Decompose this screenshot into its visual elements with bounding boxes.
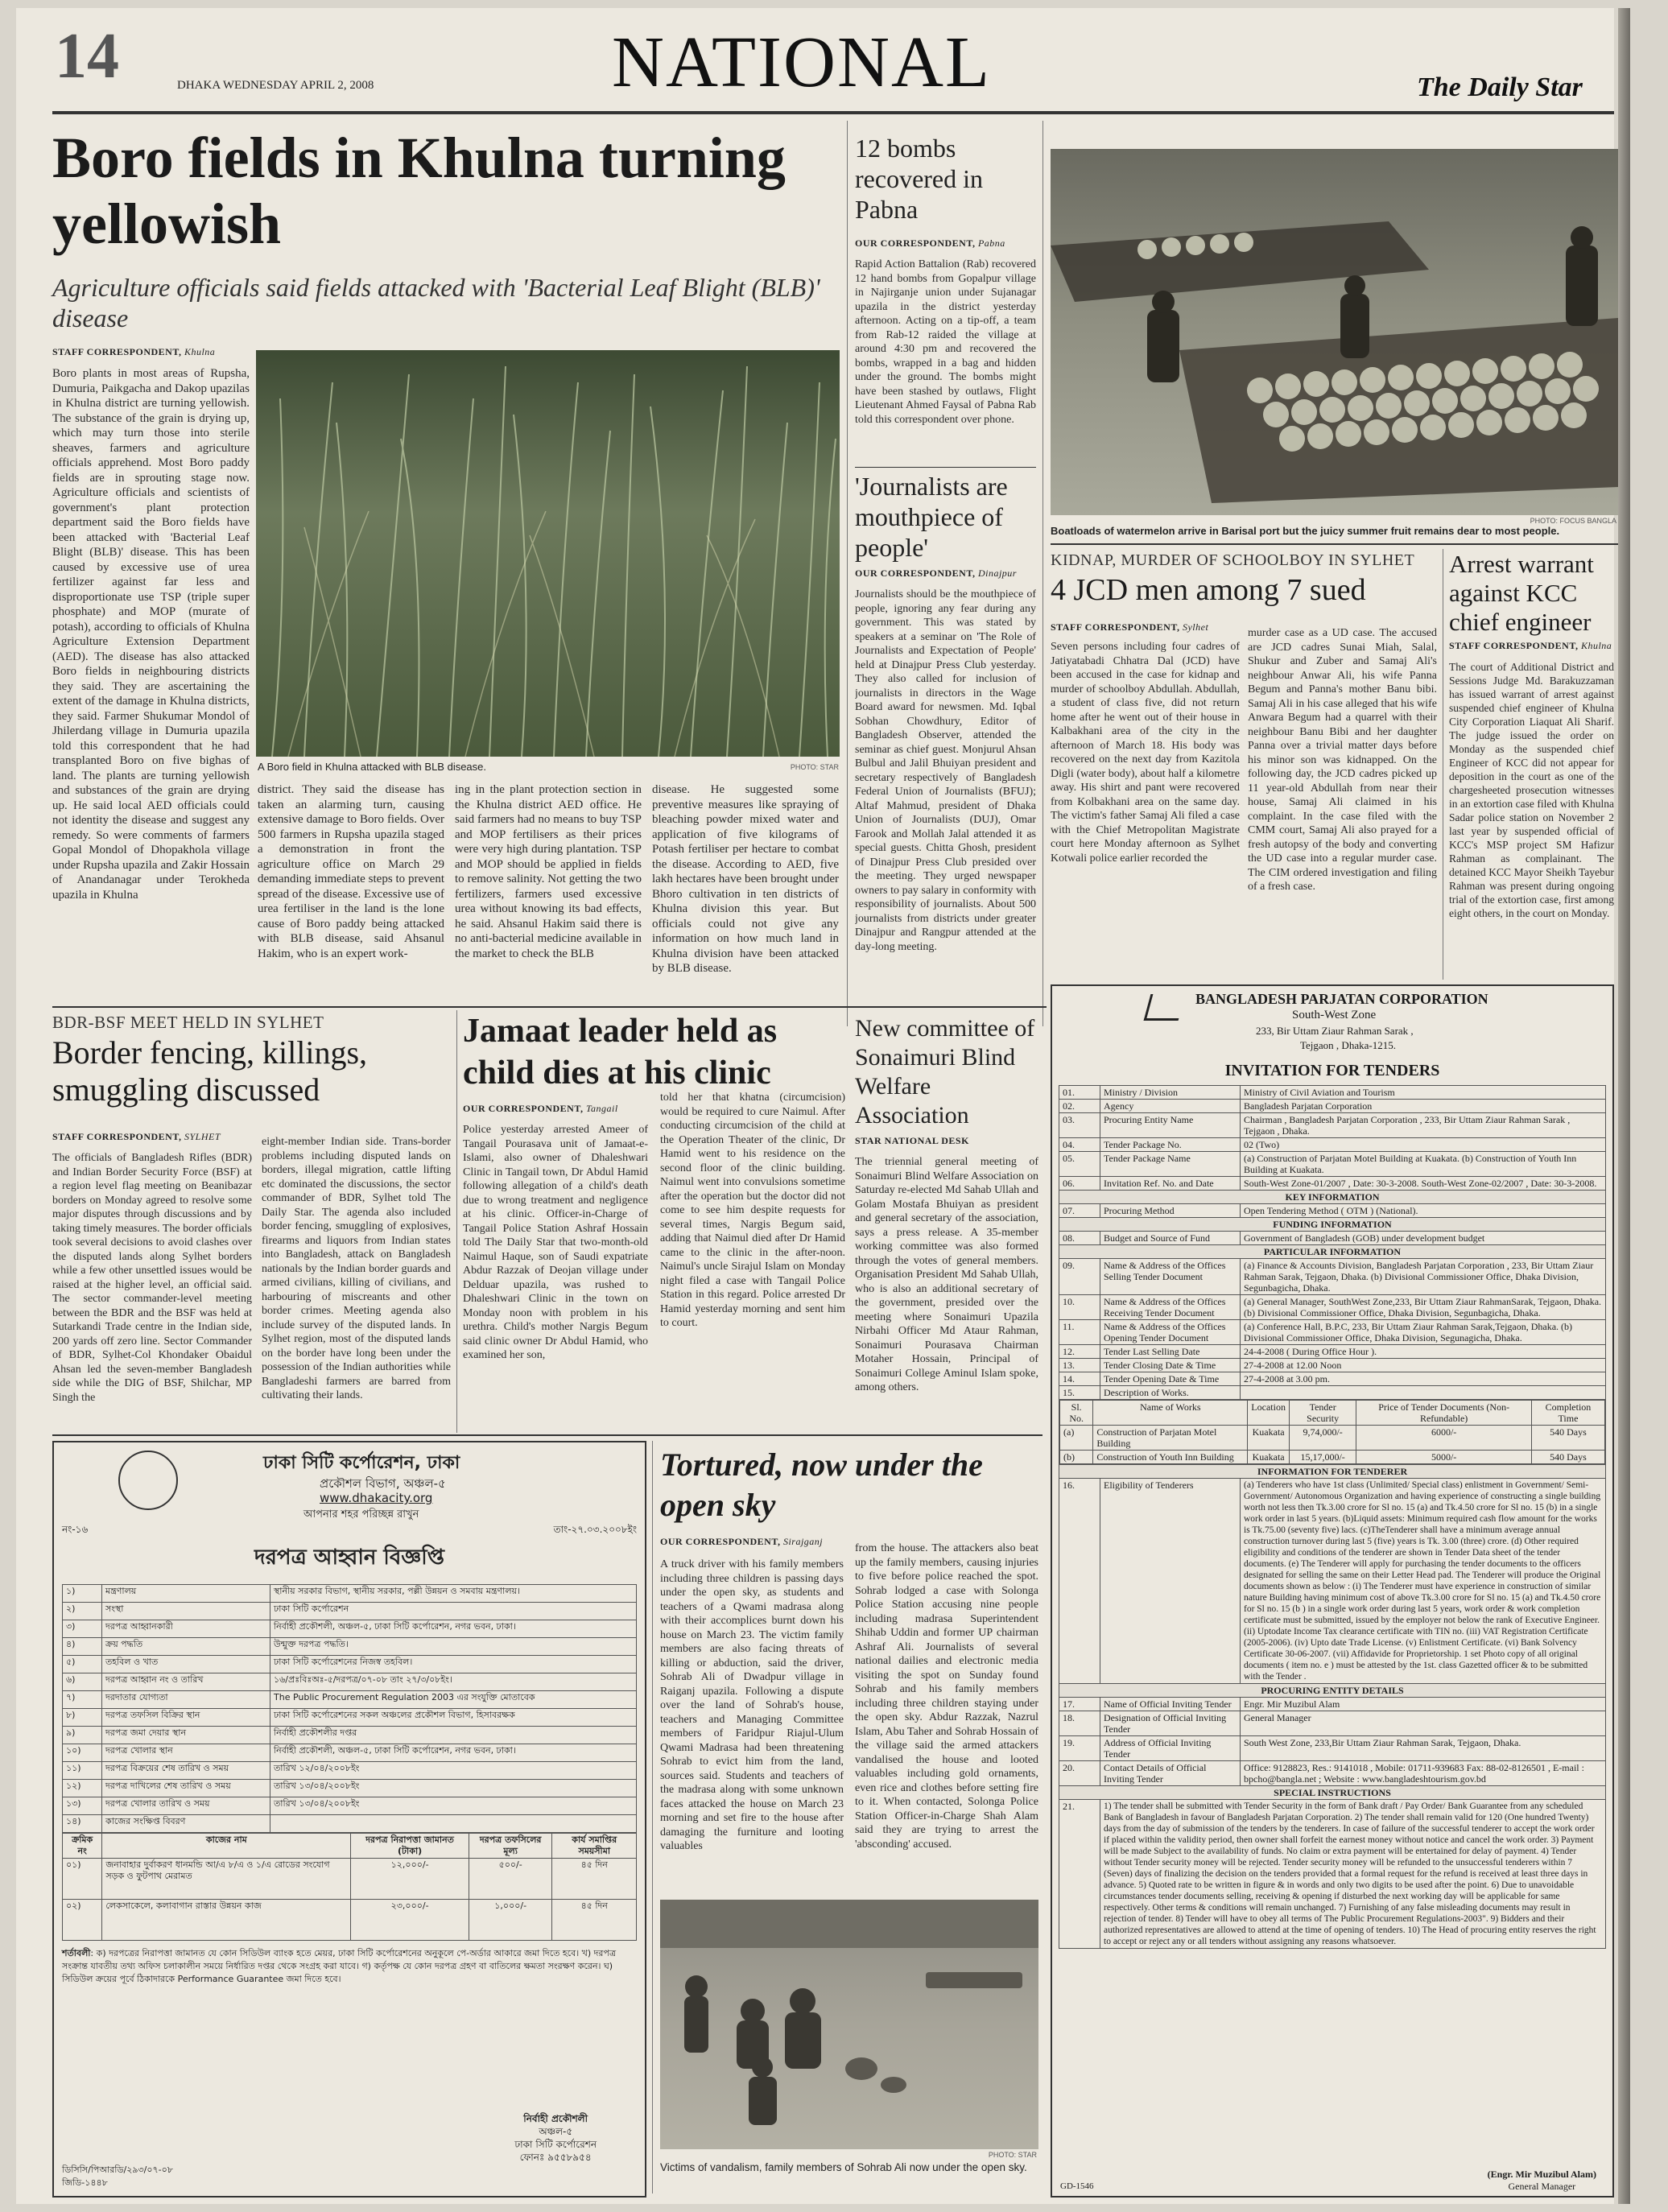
parjatan-cell: Address of Official Inviting Tender <box>1100 1736 1241 1761</box>
dcc-website: www.dhakacity.org <box>320 1491 433 1505</box>
dcc-works-cell: ০২) <box>63 1900 102 1941</box>
parjatan-row <box>1059 1345 1606 1359</box>
dcc-dept: প্রকৌশল বিভাগ, অঞ্চল-৫ <box>320 1476 446 1491</box>
dcc-slogan: আপনার শহর পরিচ্ছন্ন রাখুন <box>303 1508 419 1521</box>
bombs-byline: OUR CORRESPONDENT, Pabna <box>855 237 1005 249</box>
dcc-info-cell: ৮) <box>63 1709 102 1727</box>
tortured-headline: Tortured, now under the open sky <box>660 1446 983 1523</box>
dcc-info-cell: স্থানীয় সরকার বিভাগ, স্থানীয় সরকার, পল্লী উন্নয়ন ও সমবায় মন্ত্রণালয়। <box>270 1585 637 1603</box>
section-title: NATIONAL <box>612 23 991 102</box>
parjatan-cell: Bangladesh Parjatan Corporation <box>1241 1100 1606 1113</box>
kidnap-byline: STAFF CORRESPONDENT, Sylhet <box>1051 621 1209 633</box>
parjatan-row <box>1059 1761 1606 1786</box>
sonaimuri-headline: New committee of Sonaimuri Blind Welfare Association <box>855 1015 1035 1129</box>
dcc-info-cell: ৫) <box>63 1656 102 1673</box>
parjatan-cell: Name & Address of the Offices Receiving Tender Document <box>1100 1295 1241 1320</box>
kcc-text: The court of Additional District and Sessions Judge Md. Barakuzzaman has issued warrant of arrest against suspended chief engineer of Khulna City Corporation Liaquat Ali Sharif. The judge issued the order on Monday as the suspended chief Engineer of KCC did not appear for deposition in the court as one of the chargesheeted prosecution witnesses in an extortion case filed with Khulna Sadar police station on November 2 last year by suspended official of KCC's MSP project SM Hafizur Rahman as complainant. The detained KCC Mayor Sheikh Tayebur Rahman was present during ongoing trial of the extortion case, first among eight others, in the court on Monday. <box>1449 661 1614 919</box>
parjatan-cell: 20. <box>1059 1761 1100 1786</box>
boro-col1: Boro plants in most areas of Rupsha, Dumuria, Paikgacha and Dakop upazilas in Khulna district are turning yellowish. The substance of the grain is drying up, which may turn those into sterile sheaves, farmers and agriculture officials apprehend. Most Boro paddy fields are in sprouting stage now. Agriculture officials and scientists of government's plant protection department said the Boro fields have been attacked with 'Bacterial Leaf Blight (BLB)' disease. This has been caused by excessive use of urea fertilizer against far less and disproportionate use TSP (triple super phosphate) and MOP (murate of potash), according to officials of Khulna Agriculture Extension Department (AED). The disease has also attacked Boro fields in neighbouring districts they said. They are ascertaining the extent of the damage in Khulna districts, they said. Farmer Shukumar Mondol of Jhilerdang village in Dumuria upazila told this correspondent that he had transplanted Boro on five bighas of land. The plants are turning yellowish and substances of the grain are drying up. He said local AED officials could not identity the disease and suggest any remedy. So were comments of farmers Gopal Mondol of Dhopakhola village under Rupsha upazila and Zakir Hossain of Anandanagar under Terokheda upazila in Khulna <box>52 367 250 902</box>
boro-byline: STAFF CORRESPONDENT, Khulna <box>52 346 216 357</box>
dcc-info-cell: ১০) <box>63 1744 102 1762</box>
dcc-info-row <box>63 1620 637 1638</box>
journalists-headline: 'Journalists are mouthpiece of people' <box>855 472 1008 562</box>
dcc-info-row <box>63 1673 637 1691</box>
parjatan-cell: 27-4-2008 at 3.00 pm. <box>1241 1372 1606 1386</box>
boro-col3: ing in the plant protection section in the Khulna district AED office. He said farmers had no means to buy TSP and MOP fertilisers as their prices were very high during plantation. TSP and MOP should be applied in fields to remove salinity. Not getting the two fertilizers, farmers used excessive urea without knowing its bad effects, he said. Ahsanul Hakim said there is no anti-bacterial medicine available in the market to check the BLB <box>455 783 642 960</box>
dcc-works-row <box>63 1859 637 1900</box>
parjatan-cell: 09. <box>1059 1259 1100 1295</box>
dcc-works-cell: ৪৫ দিন <box>552 1900 637 1941</box>
parjatan-row <box>1059 1177 1606 1191</box>
dcc-works-cell: ৪৫ দিন <box>552 1859 637 1900</box>
parjatan-cell: 27-4-2008 at 12.00 Noon <box>1241 1359 1606 1372</box>
parjatan-cell: 06. <box>1059 1177 1100 1191</box>
parjatan-works-header-cell: Price of Tender Documents (Non-Refundable) <box>1356 1401 1532 1426</box>
dcc-info-cell: ১২) <box>63 1780 102 1797</box>
newspaper-page <box>16 8 1614 2204</box>
dcc-info-cell: তারিখ ১৩/০৪/২০০৮ইং <box>270 1780 637 1797</box>
dcc-info-cell: তহবিল ও খাত <box>102 1656 270 1673</box>
dateline: DHAKA WEDNESDAY APRIL 2, 2008 <box>177 79 374 92</box>
kidnap-col1: Seven persons including four cadres of Jatiyatabadi Chhatra Dal (JCD) have been accused in the case for kidnap and murder of schoolboy Abdullah. Abdullah, a student of class five, did not return home after he went out of their house in Kalbakhani area of the city in the afternoon of March 18. His body was recovered on the next day from Kazitola Digli (water body), about half a kilometre away. His shirt and pant were recovered from Kolbakhani area on the same day. The victim's father Samaj Ali filed a case with the Chief Metropolitan Magistrate court here Monday afternoon as Sylhet Kotwali police earlier recorded the <box>1051 641 1240 865</box>
parjatan-cell: General Manager <box>1241 1711 1606 1736</box>
rice-field-image <box>256 350 840 757</box>
dcc-tender-ad <box>52 1441 646 2198</box>
dcc-info-cell: নির্বাহী প্রকৌশলীর দপ্তর <box>270 1727 637 1744</box>
bdr-headline: Border fencing, killings, smuggling discussed <box>52 1034 368 1108</box>
parjatan-gd-code: GD-1546 <box>1060 2181 1094 2191</box>
boro-col2: district. They said the disease has taken an alarming turn, causing extensive damage to Boro fields. Over 500 farmers in Rupsha upazila staged a demonstration in front the agriculture office on March 29 demanding immediate steps to prevent spread of the disease. Excessive use of urea fertiliser in the land is the lone cause of Boro paddy being attacked with BLB disease, said Ahsanul Hakim, who is an expert work- <box>258 783 444 960</box>
dcc-info-cell: ১৬/প্রঃবিঃঅঃ-৫/দরপত্র/০৭-০৮ তাং ২৭/৩/০৮ইং। <box>270 1673 637 1691</box>
family-image <box>660 1900 1038 2149</box>
parjatan-cell: 1) The tender shall be submitted with Tender Security in the form of Bank draft / Pay Order/ Bank Guarantee from any scheduled Bank of Bangladesh in favour of Bangladesh Parjatan Corporation. 2) The tender shall remain valid for 120 (One hundred Twenty) days from the day of submission of the tenders by the tenderers. In case of failure of the successful tenderer to accept the work order if placed within the validity period, then owner shall forfeit the earnest money without notice and cancel the work order. 3) Payment will be made Subject to the availability of funds. No claim or extra payment will be entertained for delay of payment. 4) Tender without Tender security money will be rejected. Tender security money will be refunded to the unsuccessful tenderers within 7 (Seven) days of finalizing the decision on the tenders provided that a formal request for the refund is received at least three days in advance. 5) Quoted rate to be written in figure & in words and only two digits to be used after the point. 6) Due to unavoidable circumstances tender documents selling, receiving & opening if disturbed the next working day will be applicable for same respectively. Other terms & conditions will remain unchanged. 7) Furnishing of any false misleading documents may result in rejection of tender. 8) Tender will have to obey all terms of The Public Procurement Regulations-2003". 9) Bidders and their authorized representatives are allowed to attend at the time of opening of tenders. 10) The Head of procuring entity reserves the right to accept or reject any or all tenders without assigning any reasons whatsoever. <box>1100 1800 1606 1949</box>
parjatan-row <box>1059 1295 1606 1320</box>
parjatan-section-header: SPECIAL INSTRUCTIONS <box>1059 1786 1606 1800</box>
watermelon-caption: Boatloads of watermelon arrive in Barisal port but the juicy summer fruit remains dear to most people. <box>1051 525 1560 537</box>
dcc-info-cell: ৯) <box>63 1727 102 1744</box>
dcc-title: দরপত্র আহ্বান বিজ্ঞপ্তি <box>254 1546 445 1570</box>
parjatan-cell: Designation of Official Inviting Tender <box>1100 1711 1241 1736</box>
parjatan-cell: Tender Opening Date & Time <box>1100 1372 1241 1386</box>
parjatan-title: INVITATION FOR TENDERS <box>1224 1062 1440 1079</box>
parjatan-cell: Open Tendering Method ( OTM ) (National). <box>1241 1204 1606 1218</box>
dcc-info-cell: ৬) <box>63 1673 102 1691</box>
dcc-terms: শর্তাবলী: ক) দরপত্রের নিরাপত্তা জামানত যে কোন সিডিউল ব্যাংক হতে মেয়র, ঢাকা সিটি কর্পোরেশনের অনুকূলে পে-অর্ডার আকারে জমা দিতে হবে। খ) দরপত্র সংক্রান্ত যাবতীয় তথ্য অফিস চলাকালীন সময়ে নির্ধারিত দপ্তর থেকে সংগ্রহ করা যাবে। গ) কর্তৃপক্ষ যে কোন দরপত্র গ্রহণ বা বাতিলের ক্ষমতা সংরক্ষণ করেন। ঘ) সিডিউল ক্রয়ের পূর্বে ঠিকাদারকে Performance Guarantee জমা দিতে হবে। <box>62 1948 617 1984</box>
parjatan-cell: Government of Bangladesh (GOB) under development budget <box>1241 1232 1606 1245</box>
dcc-works-cell: ৫০০/- <box>469 1859 552 1900</box>
parjatan-address2: Tejgaon , Dhaka-1215. <box>1300 1039 1396 1051</box>
dcc-info-cell: নির্বাহী প্রকৌশলী, অঞ্চল-৫, ঢাকা সিটি কর্পোরেশন, নগর ভবন, ঢাকা। <box>270 1620 637 1638</box>
parjatan-works-cell: Construction of Youth Inn Building <box>1093 1451 1248 1464</box>
sonaimuri-text: The triennial general meeting of Sonaimuri Blind Welfare Association on Saturday re-elected Md Sahab Ullah and Golam Mostafa Bhuiyan as president and general secretary of the association, says a press release. A 35-member working committee was also formed through the votes of general members. Organisation President Md Sahab Ullah, who is also an additional secretary of the government, presided over the meeting where Sonaimuri Upazila Nirbahi Officer Md Ataur Rahman, Sonaimuri Pourasava Chairman Motaher Hossain, Principal of Sonaimuri College Aminul Islam spoke, among others. <box>855 1156 1038 1393</box>
parjatan-cell: 16. <box>1059 1479 1100 1684</box>
parjatan-works-cell: 6000/- <box>1356 1426 1532 1451</box>
jamaat-byline: OUR CORRESPONDENT, Tangail <box>463 1103 618 1114</box>
dcc-info-cell: দরপত্র তফসিল বিক্রির স্থান <box>102 1709 270 1727</box>
parjatan-tender-ad <box>1051 984 1614 2198</box>
dcc-info-cell: ঢাকা সিটি কর্পোরেশনের সকল অঞ্চলের প্রকৌশল বিভাগ, হিসাবরক্ষক <box>270 1709 637 1727</box>
parjatan-cell: Procuring Method <box>1100 1204 1241 1218</box>
dcc-info-cell: ৭) <box>63 1691 102 1709</box>
parjatan-works-cell: (a) <box>1060 1426 1093 1451</box>
parjatan-cell: Name & Address of the Offices Opening Tender Document <box>1100 1320 1241 1345</box>
dcc-info-row <box>63 1656 637 1673</box>
dcc-info-cell: The Public Procurement Regulation 2003 এর সংযুক্তি মোতাবেক <box>270 1691 637 1709</box>
tortured-byline: OUR CORRESPONDENT, Sirajganj <box>660 1536 824 1547</box>
parjatan-cell: Name & Address of the Offices Selling Tender Document <box>1100 1259 1241 1295</box>
parjatan-works-header-cell: Location <box>1248 1401 1290 1426</box>
parjatan-row <box>1059 1359 1606 1372</box>
parjatan-cell <box>1241 1386 1606 1400</box>
dcc-org: ঢাকা সিটি কর্পোরেশন, ঢাকা <box>263 1453 460 1473</box>
parjatan-cell: 07. <box>1059 1204 1100 1218</box>
parjatan-org: BANGLADESH PARJATAN CORPORATION <box>1195 991 1488 1007</box>
journalists-byline: OUR CORRESPONDENT, Dinajpur <box>855 567 1017 579</box>
parjatan-cell: 05. <box>1059 1152 1100 1177</box>
parjatan-cell: South West Zone, 233,Bir Uttam Ziaur Rahman Sarak, Tejgaon, Dhaka. <box>1241 1736 1606 1761</box>
dcc-info-row <box>63 1815 637 1833</box>
journalists-text: Journalists should be the mouthpiece of people, ignoring any fear during any government. This was stated by speakers at a seminar on 'The Role of Journalists and Expectation of People' held at Dinajpur Press Club yesterday. They also called for inclusion of journalists in directors in the Wage Board award for newsmen. Md. Iqbal Sobhan Chowdhury, Editor of Bangladesh Observer, attended the seminar as chief guest. Monjurul Ahsan Bulbul and Jalil Bhuiyan president and secretary respectively of Bangladesh Federal Union of Journalists (BFUJ); Altaf Mahmud, president of Dhaka Union of Journalists (DUJ), Omar Farook and Mollah Jalal attended it as special guests. Chitta Ghosh, president of Dinajpur Press Club presided over the meeting. They urged newspaper owners to pay salary in conformity with responsibility of journalists. About 500 journalists from districts under greater Dinajpur and Rangpur attended at the day-long meeting. <box>855 588 1036 953</box>
dcc-info-cell: ৪) <box>63 1638 102 1656</box>
parjatan-cell: Tender Closing Date & Time <box>1100 1359 1241 1372</box>
page-edge <box>1618 8 1630 2204</box>
dcc-signature: নির্বাহী প্রকৌশলী অঞ্চল-৫ ঢাকা সিটি কর্পোরেশন ফোনঃ ৯৫৫৮৯৫৪ <box>514 2113 597 2163</box>
tortured-col1: A truck driver with his family members including three children is passing days under the open sky, as students and teachers of a Qwami madrasa along with their accomplices burnt down his house on March 23. The victim family members are also facing threats of killing or abduction, said the driver, Sohrab Ali of Dwadpur village in Raiganj upazila. Following a dispute over the land of Sohrab's house, teachers and Managing Committee members of Faridpur Riajul-Ulum Qwami Madrasa had been threatening Sohrab to evict him from the land, sources said. Students and teachers of the madrasa along with some unknown faces attacked the house on March 23 morning and set fire to the house after damaging the furniture and looting valuables <box>660 1558 844 1852</box>
parjatan-cell: 19. <box>1059 1736 1100 1761</box>
parjatan-cell: 15. <box>1059 1386 1100 1400</box>
parjatan-row <box>1059 1320 1606 1345</box>
parjatan-row <box>1059 1711 1606 1736</box>
parjatan-cell: 02 (Two) <box>1241 1138 1606 1152</box>
parjatan-row <box>1059 1152 1606 1177</box>
parjatan-works-cell: 5000/- <box>1356 1451 1532 1464</box>
boro-headline: Boro fields in Khulna turning yellowish <box>52 126 786 256</box>
parjatan-works-cell: 540 Days <box>1531 1451 1604 1464</box>
dcc-info-cell: ক্রয় পদ্ধতি <box>102 1638 270 1656</box>
parjatan-works-cell: 15,17,000/- <box>1289 1451 1356 1464</box>
parjatan-address1: 233, Bir Uttam Ziaur Rahman Sarak , <box>1256 1025 1414 1037</box>
parjatan-row <box>1059 1736 1606 1761</box>
dcc-info-cell: ঢাকা সিটি কর্পোরেশনের নিজস্ব তহবিল। <box>270 1656 637 1673</box>
dcc-works-cell: জনাবাহার দুর্বাকরণ ধানমন্ডি আ/এ ৮/এ ও ১/এ রোডের সংযোগ সড়ক ও ফুটপাথ মেরামত <box>102 1859 351 1900</box>
parjatan-row <box>1059 1386 1606 1400</box>
dcc-footer-code: জিডি-১৪৪৮ <box>62 2177 108 2188</box>
tortured-photo-caption: Victims of vandalism, family members of Sohrab Ali now under the open sky. <box>660 2161 1027 2173</box>
parjatan-cell: Budget and Source of Fund <box>1100 1232 1241 1245</box>
tortured-photo-credit: PHOTO: STAR <box>988 2151 1037 2159</box>
kcc-byline: STAFF CORRESPONDENT, Khulna <box>1449 640 1612 651</box>
dcc-info-cell: তারিখ ১২/০৪/২০০৮ইং <box>270 1762 637 1780</box>
parjatan-cell: Tender Package Name <box>1100 1152 1241 1177</box>
dcc-info-cell: দরপত্র খোলার তারিখ ও সময় <box>102 1797 270 1815</box>
parjatan-cell: 04. <box>1059 1138 1100 1152</box>
parjatan-works-cell: 9,74,000/- <box>1289 1426 1356 1451</box>
parjatan-logo <box>1144 994 1186 1021</box>
parjatan-cell: 03. <box>1059 1113 1100 1138</box>
parjatan-section-header: INFORMATION FOR TENDERER <box>1059 1465 1606 1479</box>
parjatan-section-header: FUNDING INFORMATION <box>1059 1218 1606 1232</box>
dcc-info-cell: তারিখ ১৩/০৪/২০০৮ইং <box>270 1797 637 1815</box>
parjatan-works-cell: Kuakata <box>1248 1426 1290 1451</box>
parjatan-cell: Chairman , Bangladesh Parjatan Corporation , 233, Bir Uttam Ziaur Rahman Sarak , Tejgaon , Dhaka. <box>1241 1113 1606 1138</box>
parjatan-cell: 18. <box>1059 1711 1100 1736</box>
parjatan-cell: 12. <box>1059 1345 1100 1359</box>
parjatan-cell: Ministry / Division <box>1100 1086 1241 1100</box>
dcc-info-cell: দরপত্র জমা দেয়ার স্থান <box>102 1727 270 1744</box>
parjatan-cell: Tender Package No. <box>1100 1138 1241 1152</box>
bdr-byline: STAFF CORRESPONDENT, SYLHET <box>52 1131 221 1142</box>
jamaat-col1: Police yesterday arrested Ameer of Tangail Pourasava unit of Jamaat-e-Islami, also owner of Dhaleshwari Clinic in Tangail town, Dr Abdul Hamid following allegation of a child's death due to wrong treatment and negligence at his clinic. Officer-in-Charge of Tangail Police Station Ashraf Hossain told The Daily Star that two-month-old Naimul Haque, son of Saudi expatriate Abdur Razzak of Deojan village under Delduar upazila, was rushed to Dhaleshwari Clinic in the town on Monday noon with problem in his urethra. Child's mother Nargis Begum said clinic owner Dr Abdul Hamid, who examined her son, <box>463 1124 648 1361</box>
parjatan-section-header: PARTICULAR INFORMATION <box>1059 1245 1606 1259</box>
dcc-info-cell: ৩) <box>63 1620 102 1638</box>
parjatan-cell: Engr. Mir Muzibul Alam <box>1241 1698 1606 1711</box>
parjatan-zone: South-West Zone <box>1292 1009 1377 1021</box>
parjatan-works-table <box>1059 1400 1605 1464</box>
dcc-info-row <box>63 1780 637 1797</box>
dcc-ref-right: তাং-২৭.০৩.২০০৮ইং <box>553 1524 637 1535</box>
parjatan-row <box>1059 1698 1606 1711</box>
parjatan-cell: 08. <box>1059 1232 1100 1245</box>
dcc-footer-ref: ডিসিসি/পিআরডি/২৯৩/০৭-০৮ <box>62 2165 173 2175</box>
dcc-info-cell: কাজের সংক্ষিপ্ত বিবরণ <box>102 1815 270 1833</box>
dcc-info-table <box>62 1584 637 1833</box>
parjatan-cell: Name of Official Inviting Tender <box>1100 1698 1241 1711</box>
kcc-headline: Arrest warrant against KCC chief engineer <box>1449 550 1594 636</box>
bdr-col2: eight-member Indian side. Trans-border problems including disputed lands on borders, illegal migration, cattle lifting etc dominated the discussions, the sector commander of BDR, Sylhet told The Daily Star. The agenda also included border fencing, smuggling of explosives, firearms and liquors from Indian states into Bangladesh, attack on Bangladesh nationals by the Indian border guards and armed civilians, killing of civilians, and harbouring of miscreants and other border crimes. Meeting agenda also include survey of the disputed lands. In Sylhet region, most of the disputed lands on the border have long been under the possession of the Indian authorities while Bangladeshi farmers are barred from cultivating their lands. <box>262 1136 451 1401</box>
dcc-works-header-cell: দরপত্র তফসিলের মূল্য <box>469 1834 552 1859</box>
parjatan-cell: 14. <box>1059 1372 1100 1386</box>
parjatan-cell: South-West Zone-01/2007 , Date: 30-3-2008. South-West Zone-02/2007 , Date: 30-3-2008. <box>1241 1177 1606 1191</box>
dcc-info-cell: মন্ত্রণালয় <box>102 1585 270 1603</box>
bdr-kicker: BDR-BSF MEET HELD IN SYLHET <box>52 1013 324 1032</box>
parjatan-row <box>1059 1204 1606 1218</box>
dcc-works-cell: ১,০০০/- <box>469 1900 552 1941</box>
watermelon-photo-credit: PHOTO: FOCUS BANGLA <box>1530 517 1616 525</box>
parjatan-cell: 01. <box>1059 1086 1100 1100</box>
bombs-text: Rapid Action Battalion (Rab) recovered 12 hand bombs from Gopalpur village in Najirganje union under Sujanagar upazila in the district yesterday afternoon. Acting on a tip-off, a team from Rab-12 raided the village at around 4:30 pm and recovered the bombs, wrapped in a bag and hidden under the ground. The bombs might have been stashed by outlaws, Flight Lieutenant Ahmed Faysal of Pabna Rab told this correspondent over phone. <box>855 258 1036 426</box>
bombs-headline: 12 bombs recovered in Pabna <box>855 134 984 224</box>
boro-deck: Agriculture officials said fields attacked with 'Bacterial Leaf Blight (BLB)' disease <box>52 273 820 332</box>
parjatan-works-cell: Kuakata <box>1248 1451 1290 1464</box>
parjatan-row <box>1059 1086 1606 1100</box>
boats-image <box>1051 149 1618 515</box>
parjatan-cell: 24-4-2008 ( During Office Hour ). <box>1241 1345 1606 1359</box>
parjatan-works-cell: 540 Days <box>1531 1426 1604 1451</box>
dcc-works-row <box>63 1900 637 1941</box>
dcc-info-row <box>63 1727 637 1744</box>
parjatan-works-cell: Construction of Parjatan Motel Building <box>1093 1426 1248 1451</box>
kidnap-kicker: KIDNAP, MURDER OF SCHOOLBOY IN SYLHET <box>1051 551 1415 569</box>
parjatan-cell: 10. <box>1059 1295 1100 1320</box>
parjatan-row <box>1059 1100 1606 1113</box>
parjatan-info-table <box>1059 1085 1606 1949</box>
parjatan-works-header-cell: Name of Works <box>1093 1401 1248 1426</box>
dcc-info-cell <box>270 1815 637 1833</box>
parjatan-cell: (a) General Manager, SouthWest Zone,233, Bir Uttam Ziaur RahmanSarak, Tejgaon, Dhaka. (b) Divisional Commissioner Office, Dhaka Division, Segunbagicha, Dhaka. <box>1241 1295 1606 1320</box>
dcc-works-table <box>62 1833 637 1941</box>
tortured-photo <box>660 1900 1038 2149</box>
dcc-info-row <box>63 1691 637 1709</box>
dcc-info-cell: দরপত্র বিক্রয়ের শেষ তারিখ ও সময় <box>102 1762 270 1780</box>
dcc-works-header-cell: কাজের নাম <box>102 1834 351 1859</box>
parjatan-cell: Ministry of Civil Aviation and Tourism <box>1241 1086 1606 1100</box>
masthead-rule <box>52 111 1614 114</box>
dcc-info-cell: দরপত্র আহ্বানকারী <box>102 1620 270 1638</box>
parjatan-works-header-cell: Tender Security <box>1289 1401 1356 1426</box>
boro-col4: disease. He suggested some preventive measures like spraying of bleaching powder mixed water and application of five kilograms of Potash fertiliser per hectare to combat the disease. According to AED, five lakh hectares have been brought under Bhoro cultivation in ten districts of Khulna division this year. But officials could not give any information on how much land in Khulna division have been attacked by BLB disease. <box>652 783 839 975</box>
dcc-works-header-cell: ক্রমিক নং <box>63 1834 102 1859</box>
dcc-works-cell: লেকসাকেলে, কলাবাগান রাস্তার উন্নয়ন কাজ <box>102 1900 351 1941</box>
dcc-info-cell: দরপত্র খোলার স্থান <box>102 1744 270 1762</box>
kidnap-headline: 4 JCD men among 7 sued <box>1051 573 1366 607</box>
parjatan-works-cell: (b) <box>1060 1451 1093 1464</box>
dcc-info-cell: দরদাতার যোগ্যতা <box>102 1691 270 1709</box>
dcc-works-cell: ২৩,০০০/- <box>351 1900 469 1941</box>
parjatan-cell: 21. <box>1059 1800 1100 1949</box>
parjatan-cell: Description of Works. <box>1100 1386 1241 1400</box>
dcc-info-row <box>63 1709 637 1727</box>
bdr-col1: The officials of Bangladesh Rifles (BDR) and Indian Border Security Force (BSF) at a region level flag meeting on Beanibazar borders on Monday agreed to resolve some major disputes through discussions and by taking timely measures. The border officials took several decisions to avoid clashes over the disputed lands along Sylhet borders while a few other unsettled issues would be raised at the higher level, an official said. The sector commander-level meeting between the BDR and the BSF was held at Sutarkandi Trade centre in the Indian side, 200 yards off zero line. Sector Commander of BDR, Sylhet-Col Khondaker Obaidul Ahsan led the seven-member Bangladesh side while the DIG of BSF, Shilchar, MP Singh the <box>52 1152 252 1404</box>
dcc-info-cell: সংস্থা <box>102 1603 270 1620</box>
dcc-works-header-cell: দরপত্র নিরাপত্তা জামানত (টাকা) <box>351 1834 469 1859</box>
parjatan-cell: Invitation Ref. No. and Date <box>1100 1177 1241 1191</box>
parjatan-cell: 17. <box>1059 1698 1100 1711</box>
dcc-logo <box>118 1451 178 1510</box>
dcc-works-cell: ০১) <box>63 1859 102 1900</box>
parjatan-works-header-cell: Sl. No. <box>1060 1401 1093 1426</box>
parjatan-row <box>1059 1113 1606 1138</box>
dcc-info-row <box>63 1762 637 1780</box>
jamaat-col2: told her that khatna (circumcision) would be required to cure Naimul. After conducting circumcision of the child at the Operation Theater of the clinic, Dr Hamid went to his residence on the second floor of the clinic building. Naimul went into convulsions sometime after the operation but the doctor did not come to see him despite requests for several times, Nargis Begum said, adding that Naimul died after Dr Hamid came to the clinic in the after-noon. Naimul's uncle Sirajul Islam on Monday night filed a case with Tangail Police Station in this regard. Police arrested Dr Hamid yesterday morning and sent him to court. <box>660 1092 845 1329</box>
parjatan-row <box>1059 1259 1606 1295</box>
parjatan-cell: 11. <box>1059 1320 1100 1345</box>
page-number: 14 <box>55 21 119 92</box>
paper-logo: The Daily Star <box>1417 72 1583 102</box>
parjatan-row <box>1059 1372 1606 1386</box>
dcc-ref-left: নং-১৬ <box>62 1524 89 1535</box>
dcc-info-cell: দরপত্র দাখিলের শেষ তারিখ ও সময় <box>102 1780 270 1797</box>
parjatan-cell: 13. <box>1059 1359 1100 1372</box>
sonaimuri-byline: STAR NATIONAL DESK <box>855 1135 969 1146</box>
dcc-info-cell: ২) <box>63 1603 102 1620</box>
parjatan-cell: Eligibility of Tenderers <box>1100 1479 1241 1684</box>
kidnap-col2: murder case as a UD case. The accused are JCD cadres Sunai Miah, Salal, Shukur and Zuber and Samaj Ali's neighbour Anwar Ali, his wife Panna Begum and Panna's mother Banu bibi. Samaj Ali in his case alleged that his wife Anwara Begum had a quarrel with their neighbour Banu Bibi and her daughter Panna over a trivial matter days before his minor son was kidnapped. On the following day, the JCD cadres picked up 11 year-old Abdullah from near their house, Samaj Ali claimed in his complaint. In the case filed with the CMM court, Samaj Ali also prayed for a fresh autopsy of the body and converting the UD case into a regular murder case. The CIM ordered investigation and filing of a fresh case. <box>1248 627 1437 893</box>
dcc-info-row <box>63 1603 637 1620</box>
parjatan-cell: (a) Tenderers who have 1st class (Unlimited/ Special class) enlistment in Government/ Semi-Government/ Autonomous Organization and having experience of constructing a single building worth not less then Tk.3.00 crore for Sl no. 15 (a) and Tk.4.50 crore for Sl no. 15 (b) in a single work order in last 5 years. (b)Liquid assets: Minimum required cash flow amount for the works is Tk.75.00 (seventy five) lacs. (c)TheTenderer shall have a minimum average annual construction turnover during last 5 (five) years is Tk. 3.00 (three) crore. (d) Other required eligibility and conditions of the tenderer are shown in Tender Data sheet of the tender documents. (e) The Tenderer will apply for purchasing the tender documents to the officers designated for selling the same on their Letter Head pad. The Tenderer will produce the Original documents shown as below : (i) The Tenderer must have experience in construction of similar nature Building having minimum cost of above Tk.3.00 crore for Sl no. 15 (a) and Tk.4.50 crore for Sl no. 15 (b ) in a single work order during last 5 years, work order & work completion certificate must be submitted, issued by the employer not below the rank of Executive Engineer. (ii) Uptodate Income Tax clearance certificate with TIN no. (iii) VAT Registration Certificate (2005-2006). (iv) Upto date Trade License. (v) Enlistment Certificate. (vi) Bank Solvency Certificate 30-06-2007. (vii) Affidavide for Proprietorship. 1 set Photo copy of all original documents ( item no. e ) must be attested by the 1st. class Gazetted officer & to be submitted with the Tender . <box>1241 1479 1606 1684</box>
parjatan-cell: (a) Construction of Parjatan Motel Building at Kuakata. (b) Construction of Youth Inn Building at Kuakata. <box>1241 1152 1606 1177</box>
parjatan-cell: 02. <box>1059 1100 1100 1113</box>
dcc-works-header-cell: কার্য সমাপ্তির সময়সীমা <box>552 1834 637 1859</box>
tortured-col2: from the house. The attackers also beat up the family members, causing injuries to five before police reached the spot. Sohrab lodged a case with Solonga Police Station accusing nine people including madrasa Superintendent Shihab Uddin and former UP chairman Ashraf Ali. Journalists of several national dailies and electronic media visiting the spot on Sunday found Sohrab and his family members including three children staying under the open sky. Abdur Razzak, Nazrul Islam, Abu Taher and Sohrab Hossain of the village said the armed attackers vandalised the house and looted valuables including gold ornaments, even rice and clothes before setting fire to it. When contacted, Solonga Police Station Officer-in-Charge Shah Alam said they are trying to arrest the 'absconding' accused. <box>855 1542 1038 1851</box>
boro-photo-credit: PHOTO: STAR <box>790 763 839 771</box>
parjatan-row <box>1059 1232 1606 1245</box>
parjatan-cell: (a) Finance & Accounts Division, Bangladesh Parjatan Corporation , 233, Bir Uttam Ziaur Rahman Sarak, Tejgaon, Dhaka. (b) Divisional Commissioner Office, Dhaka Division, Segunbagicha, Dhaka. <box>1241 1259 1606 1295</box>
parjatan-cell: (a) Conference Hall, B.P.C, 233, Bir Uttam Ziaur Rahman Sarak,Tejgaon, Dhaka. (b) Divisional Commissioner Office, Dhaka Division, Segunagicha, Dhaka. <box>1241 1320 1606 1345</box>
parjatan-cell: Procuring Entity Name <box>1100 1113 1241 1138</box>
parjatan-cell: Tender Last Selling Date <box>1100 1345 1241 1359</box>
dcc-works-cell: ১২,০০০/- <box>351 1859 469 1900</box>
boro-photo <box>256 350 840 757</box>
dcc-info-cell: ঢাকা সিটি কর্পোরেশন <box>270 1603 637 1620</box>
parjatan-section-header: KEY INFORMATION <box>1059 1191 1606 1204</box>
dcc-info-cell: নির্বাহী প্রকৌশলী, অঞ্চল-৫, ঢাকা সিটি কর্পোরেশন, নগর ভবন, ঢাকা। <box>270 1744 637 1762</box>
boro-photo-caption: A Boro field in Khulna attacked with BLB disease. <box>258 761 487 773</box>
parjatan-signature: (Engr. Mir Muzibul Alam) General Manager <box>1487 2169 1596 2192</box>
dcc-info-row <box>63 1797 637 1815</box>
dcc-info-cell: ১১) <box>63 1762 102 1780</box>
dcc-info-cell: ১) <box>63 1585 102 1603</box>
parjatan-works-header-cell: Completion Time <box>1531 1401 1604 1426</box>
dcc-info-cell: ১৩) <box>63 1797 102 1815</box>
dcc-info-cell: ১৪) <box>63 1815 102 1833</box>
parjatan-cell: Agency <box>1100 1100 1241 1113</box>
dcc-info-cell: দরপত্র আহ্বান নং ও তারিখ <box>102 1673 270 1691</box>
dcc-info-cell: উন্মুক্ত দরপত্র পদ্ধতি। <box>270 1638 637 1656</box>
parjatan-cell: Contact Details of Official Inviting Tender <box>1100 1761 1241 1786</box>
dcc-info-row <box>63 1585 637 1603</box>
watermelon-photo <box>1051 149 1618 515</box>
dcc-info-row <box>63 1744 637 1762</box>
parjatan-section-header: PROCURING ENTITY DETAILS <box>1059 1684 1606 1698</box>
parjatan-row <box>1059 1138 1606 1152</box>
parjatan-cell: Office: 9128823, Res.: 9141018 , Mobile: 01711-939683 Fax: 88-02-8126501 , E-mail : bpcho@bangla.net ; Website : www.bangladeshtourism.gov.bd <box>1241 1761 1606 1786</box>
dcc-info-row <box>63 1638 637 1656</box>
jamaat-headline: Jamaat leader held as child dies at his clinic <box>463 1013 778 1092</box>
